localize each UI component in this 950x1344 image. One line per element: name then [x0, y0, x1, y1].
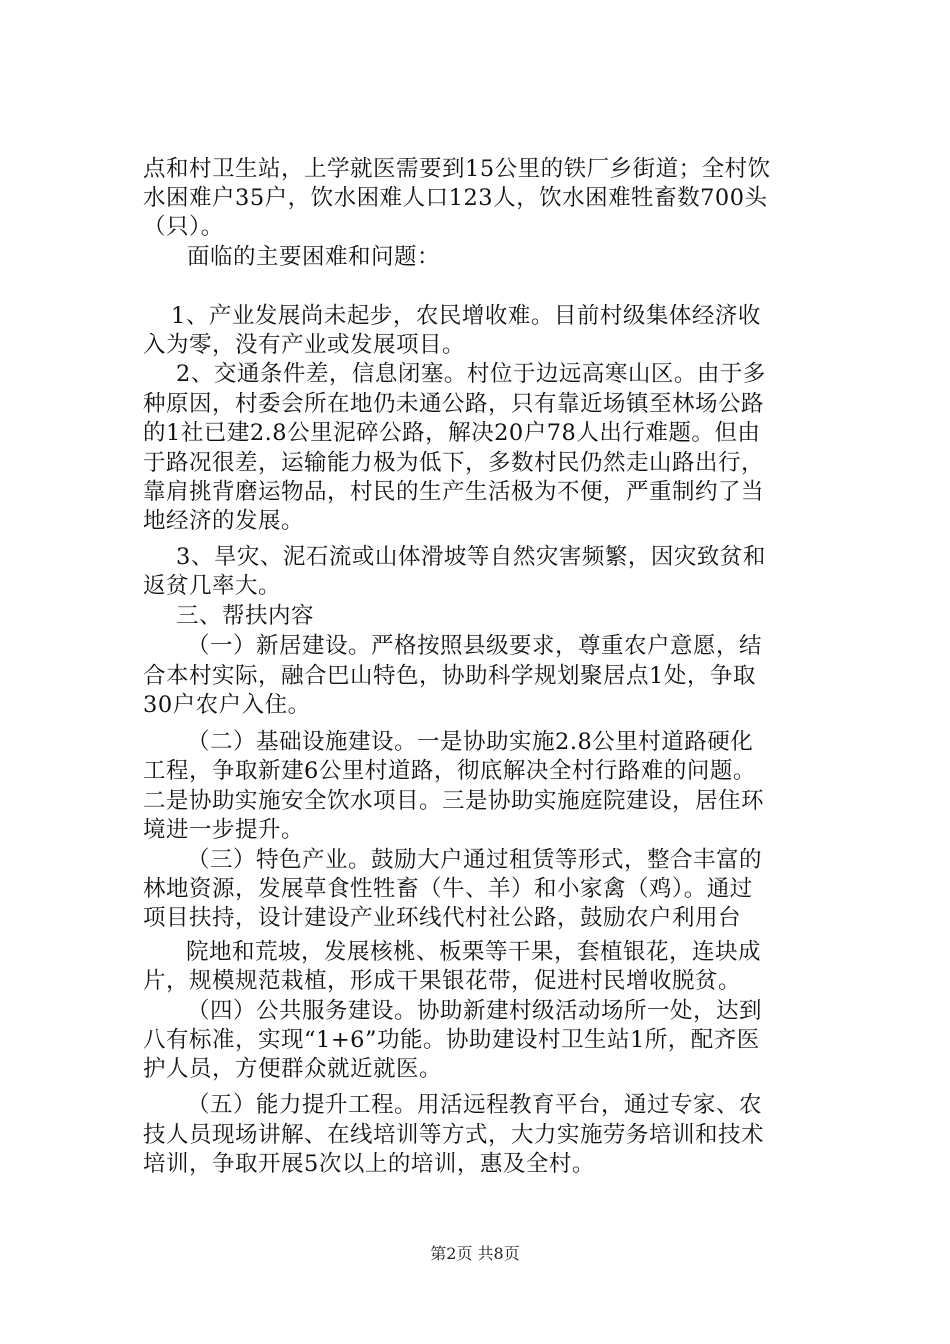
text-line: 二是协助实施安全饮水项目。三是协助实施庭院建设，居住环 [143, 788, 765, 814]
text-line: 面临的主要困难和问题： [187, 244, 441, 270]
text-line: 片，规模规范栽植，形成干果银花带，促进村民增收脱贫。 [143, 968, 742, 994]
text-line: 点和村卫生站，上学就医需要到15公里的铁厂乡街道；全村饮 [143, 156, 771, 182]
text-line: 1、产业发展尚未起步，农民增收难。目前村级集体经济收 [171, 303, 761, 329]
text-line: （五）能力提升工程。用活远程教育平台，通过专家、农 [187, 1092, 763, 1118]
text-line: 护人员，方便群众就近就医。 [143, 1056, 443, 1082]
text-line: 2、交通条件差，信息闭塞。村位于边远高寒山区。由于多 [176, 361, 766, 387]
text-line: （只）。 [143, 214, 224, 240]
text-line: 境进一步提升。 [143, 817, 305, 843]
text-line: 返贫几率大。 [143, 573, 282, 599]
text-line: 于路况很差，运输能力极为低下，多数村民仍然走山路出行， [143, 450, 765, 476]
text-line: 工程，争取新建6公里村道路，彻底解决全村行路难的问题。 [143, 758, 756, 784]
text-line: 技人员现场讲解、在线培训等方式，大力实施劳务培训和技术 [143, 1122, 765, 1148]
text-line: 3、旱灾、泥石流或山体滑坡等自然灾害频繁，因灾致贫和 [176, 544, 766, 570]
text-line: 培训，争取开展5次以上的培训，惠及全村。 [143, 1151, 595, 1177]
text-line: 30户农户入住。 [143, 692, 311, 718]
text-line: （四）公共服务建设。协助新建村级活动场所一处，达到 [187, 998, 763, 1024]
text-line: 的1社已建2.8公里泥碎公路，解决20户78人出行难题。但由 [143, 420, 761, 446]
text-line: 地经济的发展。 [143, 508, 305, 534]
text-line: （一）新居建设。严格按照县级要求，尊重农户意愿，结 [187, 633, 763, 659]
page-footer: 第2页 共8页 [430, 1244, 520, 1263]
text-line: 种原因，村委会所在地仍未通公路，只有靠近场镇至林场公路 [143, 391, 765, 417]
text-line: 入为零，没有产业或发展项目。 [143, 332, 466, 358]
section-heading: 三、帮扶内容 [176, 603, 315, 629]
text-line: 靠肩挑背磨运物品，村民的生产生活极为不便，严重制约了当 [143, 479, 765, 505]
text-line: 院地和荒坡，发展核桃、板栗等干果，套植银花，连块成 [186, 939, 762, 965]
text-line: 水困难户35户，饮水困难人口123人，饮水困难牲畜数700头 [143, 185, 768, 211]
text-line: 项目扶持，设计建设产业环线代村社公路，鼓励农户利用台 [143, 905, 742, 931]
text-line: 合本村实际，融合巴山特色，协助科学规划聚居点1处，争取 [143, 663, 756, 689]
text-line: 八有标准，实现“1+6”功能。协助建设村卫生站1所，配齐医 [143, 1027, 760, 1053]
text-line: （二）基础设施建设。一是协助实施2.8公里村道路硬化 [187, 729, 754, 755]
text-line: （三）特色产业。鼓励大户通过租赁等形式，整合丰富的 [187, 847, 763, 873]
text-line: 林地资源，发展草食性牲畜（牛、羊）和小家禽（鸡）。通过 [143, 876, 753, 902]
